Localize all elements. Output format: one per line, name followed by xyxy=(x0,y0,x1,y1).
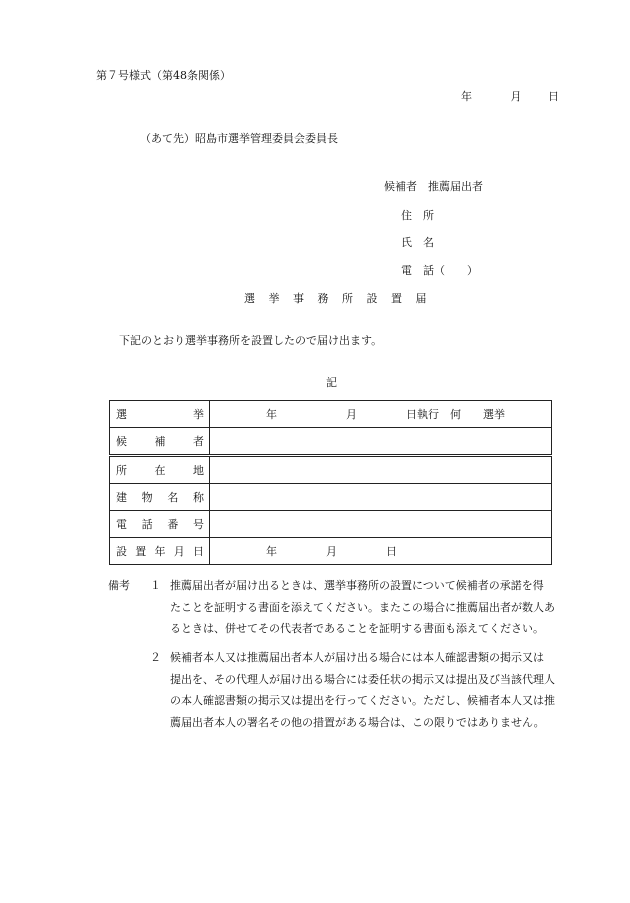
election-value[interactable]: 年 月 日執行 何 選挙 xyxy=(210,401,552,428)
candidate-label: 候 補 者 xyxy=(110,428,210,456)
title-char: 務 xyxy=(317,292,329,305)
building-value[interactable] xyxy=(210,484,552,511)
title-char: 挙 xyxy=(268,292,280,305)
setup-date-label: 設 置 年 月 日 xyxy=(110,538,210,565)
table-row xyxy=(110,456,552,484)
note2-number: ２ xyxy=(150,651,161,664)
submitter-role: 候補者 推薦届出者 xyxy=(384,180,483,193)
note1-text: 推薦届出者が届け出るときは、選挙事務所の設置について候補者の承諾を得 たことを証明する書面を添えてください。またこの場合に推薦届出者が数人あ るときは、併せてその代表者であることを証明する書面も添えてください。 xyxy=(170,579,555,635)
date-day: 日 xyxy=(548,90,559,103)
title-char: 設 xyxy=(366,292,378,305)
date-line xyxy=(461,88,559,104)
form-number: 第７号様式（第48条関係） xyxy=(96,69,231,82)
location-value[interactable] xyxy=(210,456,552,484)
form-table xyxy=(109,400,552,565)
title-char: 置 xyxy=(391,292,402,305)
election-label: 選 挙 xyxy=(110,401,210,428)
ki-heading: 記 xyxy=(326,376,337,389)
table-row xyxy=(110,428,552,456)
submitter-name-label: 氏 名 xyxy=(401,236,434,249)
note1-number: １ xyxy=(150,579,161,592)
phone-value[interactable] xyxy=(210,511,552,538)
setup-date-value[interactable]: 年 月 日 xyxy=(210,538,552,565)
table-row xyxy=(110,538,552,565)
addressee: （あて先）昭島市選挙管理委員会委員長 xyxy=(140,132,338,145)
table-row xyxy=(110,511,552,538)
location-label: 所 在 地 xyxy=(110,456,210,484)
date-month: 月 xyxy=(510,90,522,103)
submitter-phone-label: 電 話（ ） xyxy=(401,264,478,277)
building-label: 建 物 名 称 xyxy=(110,484,210,511)
table-row xyxy=(110,401,552,428)
submitter-address-label: 住 所 xyxy=(401,209,434,222)
candidate-value[interactable] xyxy=(210,428,552,456)
title-char: 届 xyxy=(415,292,427,305)
table-row xyxy=(110,484,552,511)
intro-text: 下記のとおり選挙事務所を設置したので届け出ます。 xyxy=(119,334,383,347)
title-char: 事 xyxy=(293,292,304,305)
notes-label: 備考 xyxy=(108,579,130,592)
note2-text: 候補者本人又は推薦届出者本人が届け出る場合には本人確認書類の掲示又は 提出を、その代理人が届け出る場合には委任状の掲示又は提出及び当該代理人 の本人確認書類の掲示又は提出を行ってください。ただし、候補者本人又は推 薦届出者本人の署名その他の措置がある場合は、この限りではありません。 xyxy=(170,651,555,729)
title-char: 所 xyxy=(342,292,353,305)
document-title xyxy=(244,290,437,306)
date-year: 年 xyxy=(461,90,472,103)
title-char: 選 xyxy=(244,292,255,305)
phone-label: 電 話 番 号 xyxy=(110,511,210,538)
